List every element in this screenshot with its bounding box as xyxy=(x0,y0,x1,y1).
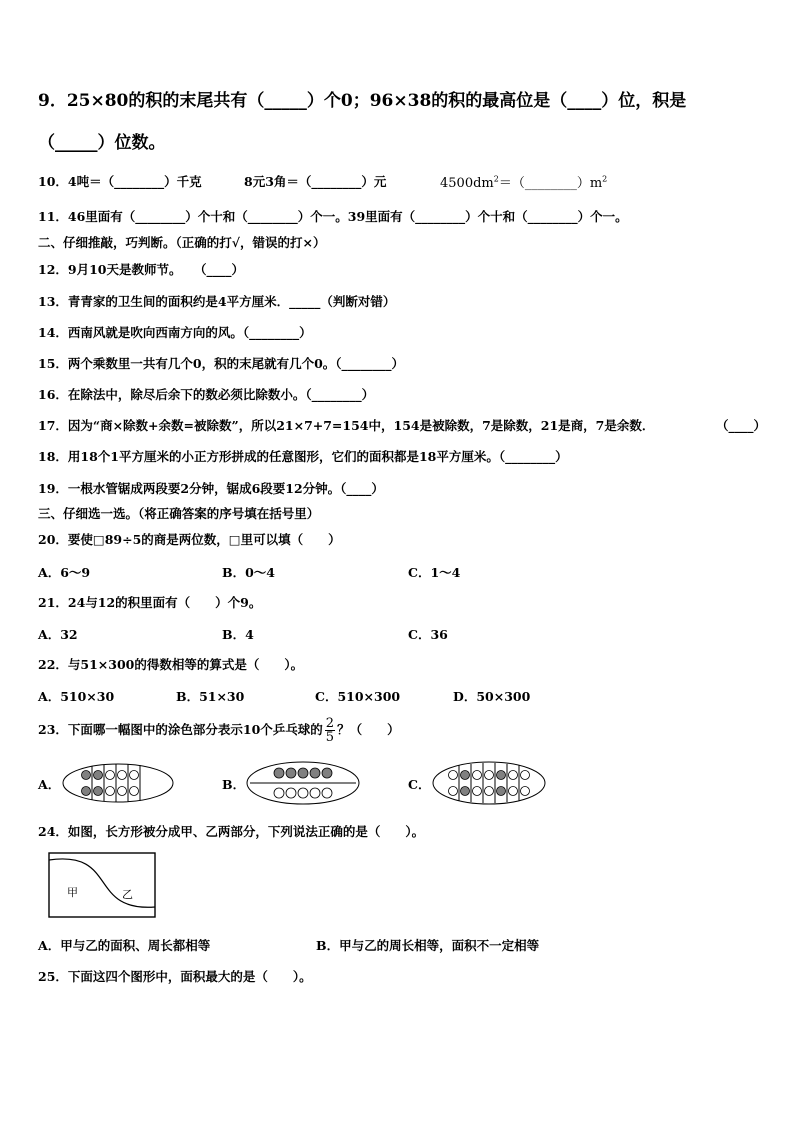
question-17: 17．因为“商×除数+余数=被除数”，所以21×7+7=154中，154是被除数，7是除数，21是商，7是余数． xyxy=(38,418,655,433)
question-25-stem: 25．下面这四个图形中，面积最大的是（ ）。 xyxy=(38,969,312,984)
question-21-option-b: B．4 xyxy=(222,627,254,642)
question-23-option-a-label: A． xyxy=(38,777,61,792)
section-3-heading: 三、仔细选一选。（将正确答案的序号填在括号里） xyxy=(38,506,320,521)
region-yi-label: 乙 xyxy=(122,888,133,901)
question-20-option-c: C．1～4 xyxy=(408,565,461,580)
question-22-option-a: A．510×30 xyxy=(38,689,115,704)
question-20-option-b: B．0～4 xyxy=(222,565,275,580)
question-15: 15．两个乘数里一共有几个0，积的末尾就有几个0。（________） xyxy=(38,356,405,371)
question-22-option-b: B．51×30 xyxy=(176,689,245,704)
question-9-line1: 9．25×80的积的末尾共有（_____）个0；96×38的积的最高位是（____）位，积是 xyxy=(38,91,687,111)
question-21-option-a: A．32 xyxy=(38,627,78,642)
question-21-option-c: C．36 xyxy=(408,627,448,642)
question-22-stem: 22．与51×300的得数相等的算式是（ ）。 xyxy=(38,657,304,672)
question-22-option-d: D．50×300 xyxy=(453,689,531,704)
question-10-part-b: 8元3角＝（________）元 xyxy=(244,174,387,189)
question-9-line2: （_____）位数。 xyxy=(38,133,166,153)
question-22-option-c: C．510×300 xyxy=(315,689,401,704)
q10-c-exp2: 2 xyxy=(602,174,608,184)
q10-c-pre: 4500dm xyxy=(440,176,494,191)
question-10-part-a: 10．4吨＝（________）千克 xyxy=(38,174,202,189)
region-jia-label: 甲 xyxy=(67,886,78,899)
question-19: 19．一根水管锯成两段要2分钟，锯成6段要12分钟。（____） xyxy=(38,481,384,496)
question-23-option-c-label: C． xyxy=(408,777,431,792)
question-12: 12．9月10天是教师节。 （____） xyxy=(38,262,244,277)
question-11: 11．46里面有（________）个十和（________）个一。39里面有（________）个十和（________）个一。 xyxy=(38,209,628,224)
question-13: 13．青青家的卫生间的面积约是4平方厘米．_____（判断对错） xyxy=(38,294,396,309)
q23-stem-pre: 23．下面哪一幅图中的涂色部分表示10个乒乓球的 xyxy=(38,722,323,737)
fraction-denominator: 5 xyxy=(325,730,335,745)
question-24-stem: 24．如图，长方形被分成甲、乙两部分，下列说法正确的是（ ）。 xyxy=(38,824,425,839)
question-24-option-a: A．甲与乙的面积、周长都相等 xyxy=(38,938,211,953)
question-14: 14．西南风就是吹向西南方向的风。（________） xyxy=(38,325,312,340)
question-20-stem: 20．要使□89÷5的商是两位数，□里可以填（ ） xyxy=(38,532,341,547)
q23-stem-post: ？（ ） xyxy=(337,722,400,737)
section-2-heading: 二、仔细推敲，巧判断。（正确的打√，错误的打×） xyxy=(38,235,326,250)
q10-c-exp: 2 xyxy=(493,174,499,184)
question-10-part-c xyxy=(440,172,607,191)
q10-c-mid: ＝（________）m xyxy=(498,176,603,191)
question-16: 16．在除法中，除尽后余下的数必须比除数小。（________） xyxy=(38,387,375,402)
question-17-answer-blank: （____） xyxy=(716,418,767,433)
rectangle-split-figure xyxy=(48,852,156,918)
question-20-option-a: A．6～9 xyxy=(38,565,91,580)
question-21-stem: 21．24与12的积里面有（ ）个9。 xyxy=(38,595,262,610)
question-23-option-b-label: B． xyxy=(222,777,246,792)
option-b-pingpong-figure xyxy=(246,761,360,805)
fraction-two-fifths xyxy=(325,717,335,744)
option-a-pingpong-figure xyxy=(62,763,174,803)
question-23-stem xyxy=(38,717,400,744)
fraction-numerator: 2 xyxy=(325,716,335,731)
question-24-option-b: B．甲与乙的周长相等，面积不一定相等 xyxy=(316,938,540,953)
option-c-pingpong-figure xyxy=(432,761,546,805)
question-18: 18．用18个1平方厘米的小正方形拼成的任意图形，它们的面积都是18平方厘米。（________） xyxy=(38,449,568,464)
